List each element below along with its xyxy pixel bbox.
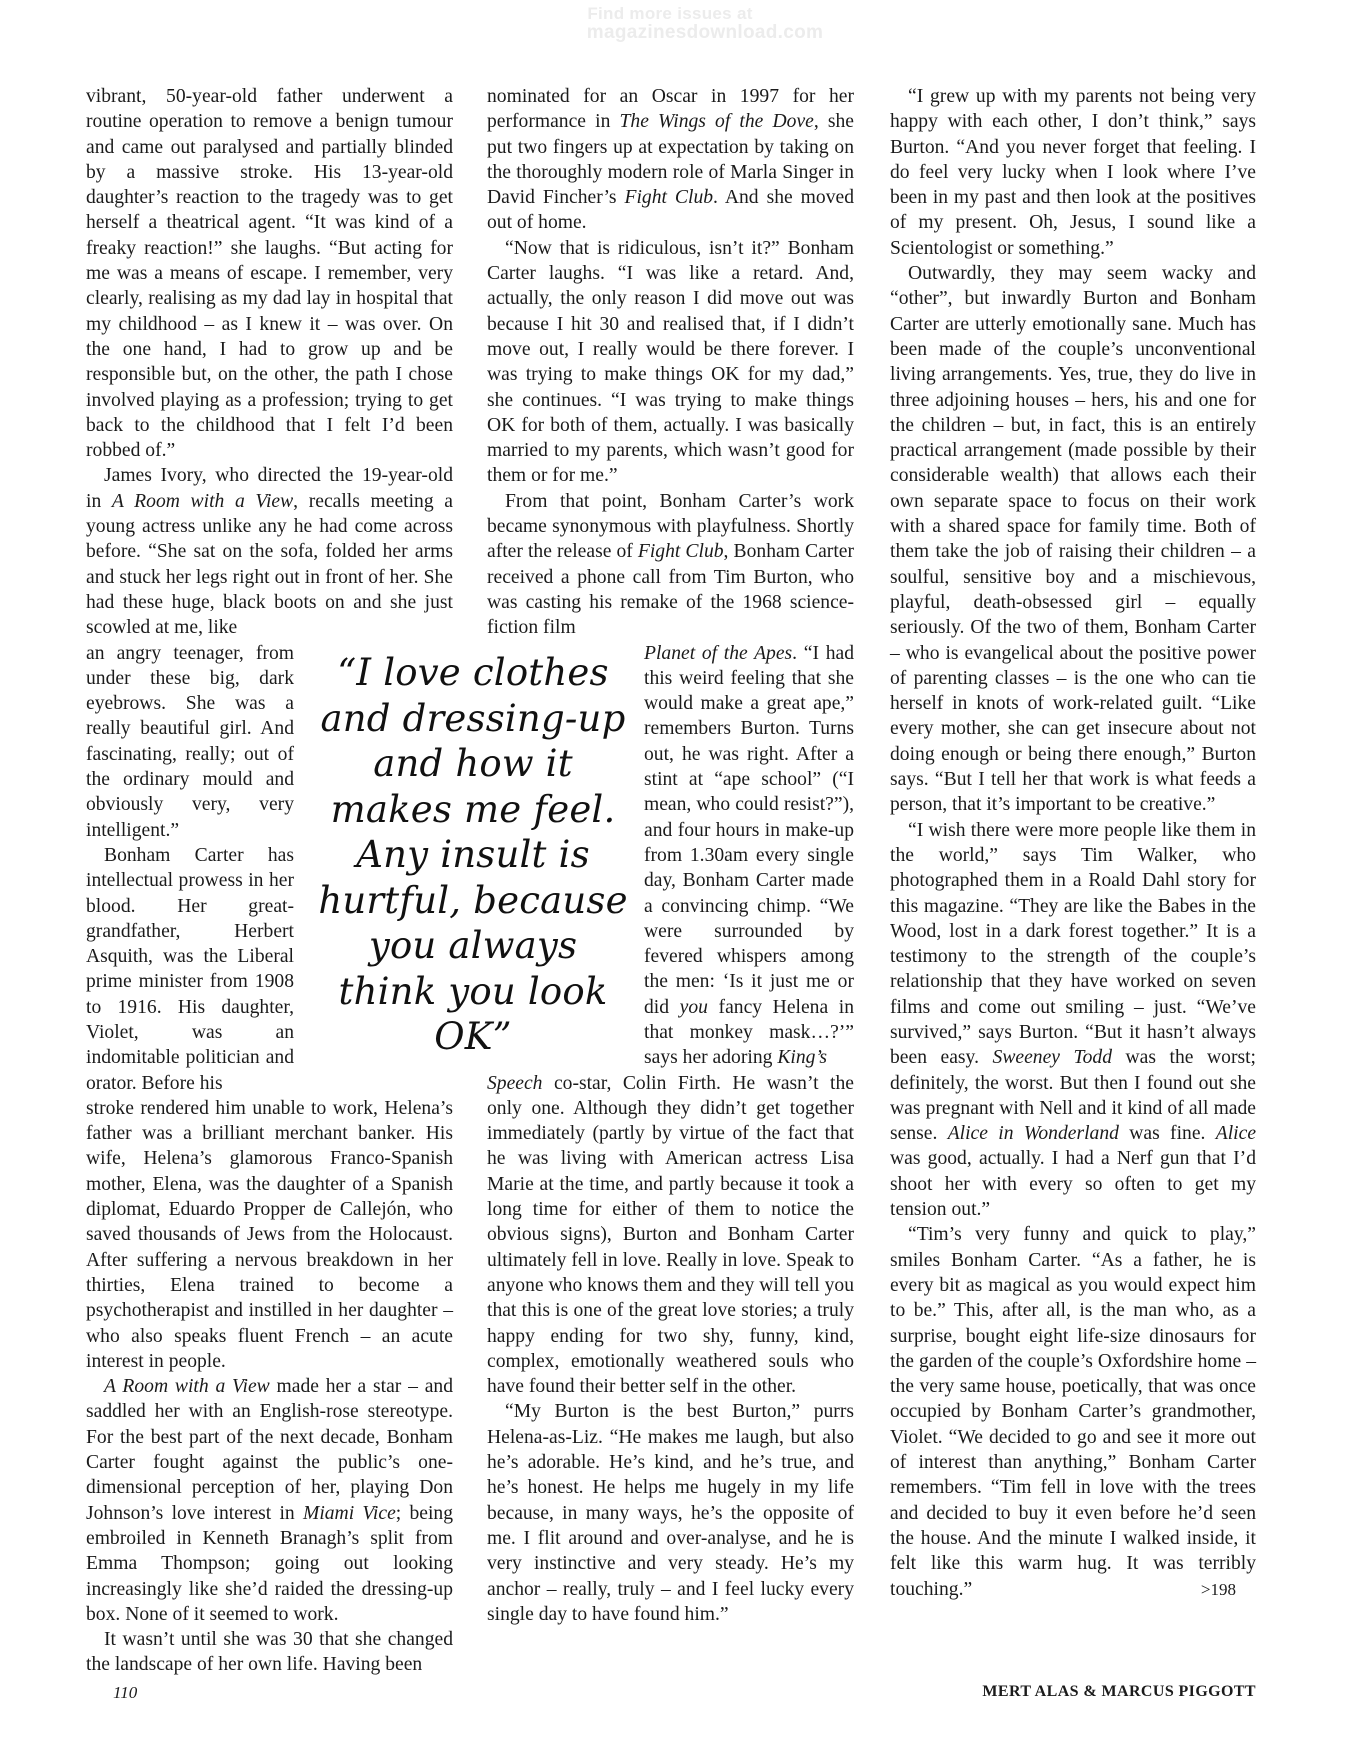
watermark-line-1: Find more issues at	[587, 4, 753, 23]
paragraph: “I wish there were more people like them in the world,” says Tim Walker, who photographed them in a Roald Dahl story for this magazine. “They are like the Babes in the Wood, lost in a dark forest together.” It is a testimony to the strength of the couple’s relationship that they have worked on seven films and come out smiling – just. “We’ve survived,” says Burton. “But it hasn’t always been easy. Sweeney Todd was the worst; definitely, the worst. But then I found out she was pregnant with Nell and it kind of all made sense. Alice in Wonderland was fine. Alice was good, actually. I had a Nerf gun that I’d shoot her with every so often to get my tension out.”	[890, 819, 1257, 1221]
paragraph: vibrant, 50-year-old father underwent a routine operation to remove a benign tumour and came out paralysed and partially blinded by a massive stroke. His 13-year-old daughter’s reaction to the tragedy was to get herself a theatrical agent. “It was kind of a freaky reaction!” she laughs. “But acting for me was a means of escape. I remember, very clearly, realising as my dad lay in hospital that my childhood – as I knew it – was over. On the one hand, I had to grow up and be responsible but, on the other, the path I chose involved playing as a profession; trying to get back to the childhood that I felt I’d been robbed of.”	[86, 86, 453, 462]
watermark-line-2: magazinesdownload.com	[586, 22, 824, 43]
paragraph: stroke rendered him unable to work, Helena’s father was a brilliant merchant banker. His wife, Helena’s glamorous Franco-Spanish mother, Elena, was the daughter of a Spanish diplomat, Eduardo Propper de Callejón, who saved thousands of Jews from the Holocaust. After suffering a nervous breakdown in her thirties, Elena trained to become a psychotherapist and instilled in her daughter – who also speaks fluent French – an acute interest in people.	[86, 1097, 453, 1372]
film-title: The Wings of the Dove	[619, 111, 814, 133]
pull-quote: “I love clothes and dressing-up and how it makes me feel. Any insult is hurtful, because you always think you look OK”	[318, 651, 628, 1058]
paragraph: From that point, Bonham Carter’s work became synonymous with playfulness. Shortly after the release of Fight Club, Bonham Carter received a phone call from Tim Burton, who was casting his remake of the 1968 science-fiction film	[487, 490, 854, 639]
paragraph-wrapped: an angry teenager, from under these big, dark eyebrows. She was a really beautiful girl. And fascinating, really; out of the ordinary mould and obviously very, very intelligent.”	[86, 642, 294, 841]
continued-marker: >198	[1200, 1579, 1236, 1599]
paragraph-wrapped: Bonham Carter has intellectual prowess in her blood. Her great-grandfather, Herbert Asquith, was the Liberal prime minister from 1908 to 1916. His daughter, Violet, was an indomitable politician and orator. Before his	[86, 844, 294, 1094]
film-title: King’s	[777, 1047, 828, 1069]
paragraph: It wasn’t until she was 30 that she changed the landscape of her own life. Having been	[86, 1629, 453, 1676]
film-title: Sweeney Todd	[992, 1047, 1112, 1069]
film-title: Fight Club	[624, 187, 714, 209]
page-number: 110	[113, 1683, 138, 1702]
paragraph: “Now that is ridiculous, isn’t it?” Bonham Carter laughs. “I was like a retard. And, actually, the only reason I did move out was because I hit 30 and realised that, if I didn’t move out, I really would be there forever. I was trying to make things OK for my dad,” she continues. “I was trying to make things OK for both of them, actually. I was basically married to my parents, which wasn’t good for them or for me.”	[487, 237, 854, 487]
show-title: Miami Vice	[303, 1502, 396, 1524]
film-title: Speech	[487, 1072, 543, 1094]
article-column-3	[890, 84, 1256, 1602]
paragraph: Outwardly, they may seem wacky and “other”, but inwardly Burton and Bonham Carter are utterly emotionally sane. Much has been made of the couple’s unconventional living arrangements. Yes, true, they do live in three adjoining houses – hers, his and one for the children – but, in fact, this is an entirely practical arrangement (made possible by their considerable wealth) that allows each their own separate space to focus on their work with a shared space for family time. Both of them take the job of raising their children – a soulful, sensitive boy and a mischievous, playful, death-obsessed girl – equally seriously. Of the two of them, Bonham Carter – who is evangelical about the positive power of parenting classes – is the one who can tie herself in knots of work-related guilt. “Like every mother, she can get insecure about not doing enough or being there enough,” Burton says. “But I tell her that work is what feeds a person, that it’s important to be creative.”	[890, 263, 1256, 816]
photo-credit: MERT ALAS & MARCUS PIGGOTT	[982, 1683, 1256, 1700]
film-title: Fight Club	[637, 541, 724, 563]
paragraph: A Room with a View made her a star – and saddled her with an English-rose stereotype. For the best part of the next decade, Bonham Carter fought against the public’s one-dimensional perception of her, playing Don Johnson’s love interest in Miami Vice; being embroiled in Kenneth Branagh’s split from Emma Thompson; going out looking increasingly like she’d raided the dressing-up box. None of it seemed to work.	[86, 1376, 454, 1625]
film-title: Planet of the Apes	[644, 642, 793, 664]
emphasis: you	[679, 996, 708, 1018]
film-title: Alice	[1215, 1123, 1257, 1145]
paragraph: “My Burton is the best Burton,” purrs Helena-as-Liz. “He makes me laugh, but also he’s adorable. He’s kind, and he’s true, and he’s honest. He helps me hugely in my life because, in many ways, he’s the opposite of me. I flit around and over-analyse, and he is very instinctive and very steady. He’s my anchor – really, truly – and I feel lucky every single day to have found him.”	[487, 1401, 854, 1625]
film-title: A Room with a View	[104, 1376, 270, 1398]
paragraph: Speech co-star, Colin Firth. He wasn’t the only one. Although they didn’t get together immediately (partly by virtue of the fact that he was living with American actress Lisa Marie at the time, and partly because it took a long time for either of them to notice the obvious signs), Burton and Bonham Carter ultimately fell in love. Really in love. Speak to anyone who knows them and they will tell you that this is one of the great love stories; a truly happy ending for two shy, funny, kind, complex, emotionally weathered souls who have found their better self in the other.	[487, 1072, 854, 1398]
watermark	[460, 4, 880, 42]
paragraph: “I grew up with my parents not being very happy with each other, I don’t think,” says Burton. “And you never forget that feeling. I do feel very lucky when I look where I’ve been in my past and then look at the positives of my present. Oh, Jesus, I sound like a Scientologist or something.”	[890, 86, 1256, 259]
film-title: Alice in Wonderland	[947, 1123, 1119, 1145]
film-title: A Room with a View	[111, 490, 294, 512]
paragraph: James Ivory, who directed the 19-year-old in A Room with a View, recalls meeting a young actress unlike any he had come across before. “She sat on the sofa, folded her arms and stuck her legs right out in front of her. She had these huge, black boots on and she just scowled at me, like	[86, 465, 453, 639]
paragraph-wrapped: Planet of the Apes. “I had this weird feeling that she would make a great ape,” remembers Burton. Turns out, he was right. After a stint at “ape school” (“I mean, who could resist?”), and four hours in make-up from 1.30am every single day, Bonham Carter made a convincing chimp. “We were surrounded by fevered whispers among the men: ‘Is it just me or did you fancy Helena in that monkey mask…?’” says her adoring King’s	[644, 642, 855, 1069]
paragraph: nominated for an Oscar in 1997 for her performance in The Wings of the Dove, she put two fingers up at expectation by taking on the thoroughly modern role of Marla Singer in David Fincher’s Fight Club. And she moved out of home.	[487, 86, 854, 234]
paragraph: “Tim’s very funny and quick to play,” smiles Bonham Carter. “As a father, he is every bit as magical as you would expect him to be.” This, after all, is the man who, as a surprise, bought eight life-size dinosaurs for the garden of the couple’s Oxfordshire home – the very same house, poetically, that was once occupied by Bonham Carter’s grandmother, Violet. “We decided to go and see it more out of interest than anything,” Bonham Carter remembers. “Tim fell in love with the trees and decided to buy it even before he’d seen the house. And the minute I walked inside, it felt like this warm hug. It was terribly touching.” >198	[890, 1222, 1256, 1601]
